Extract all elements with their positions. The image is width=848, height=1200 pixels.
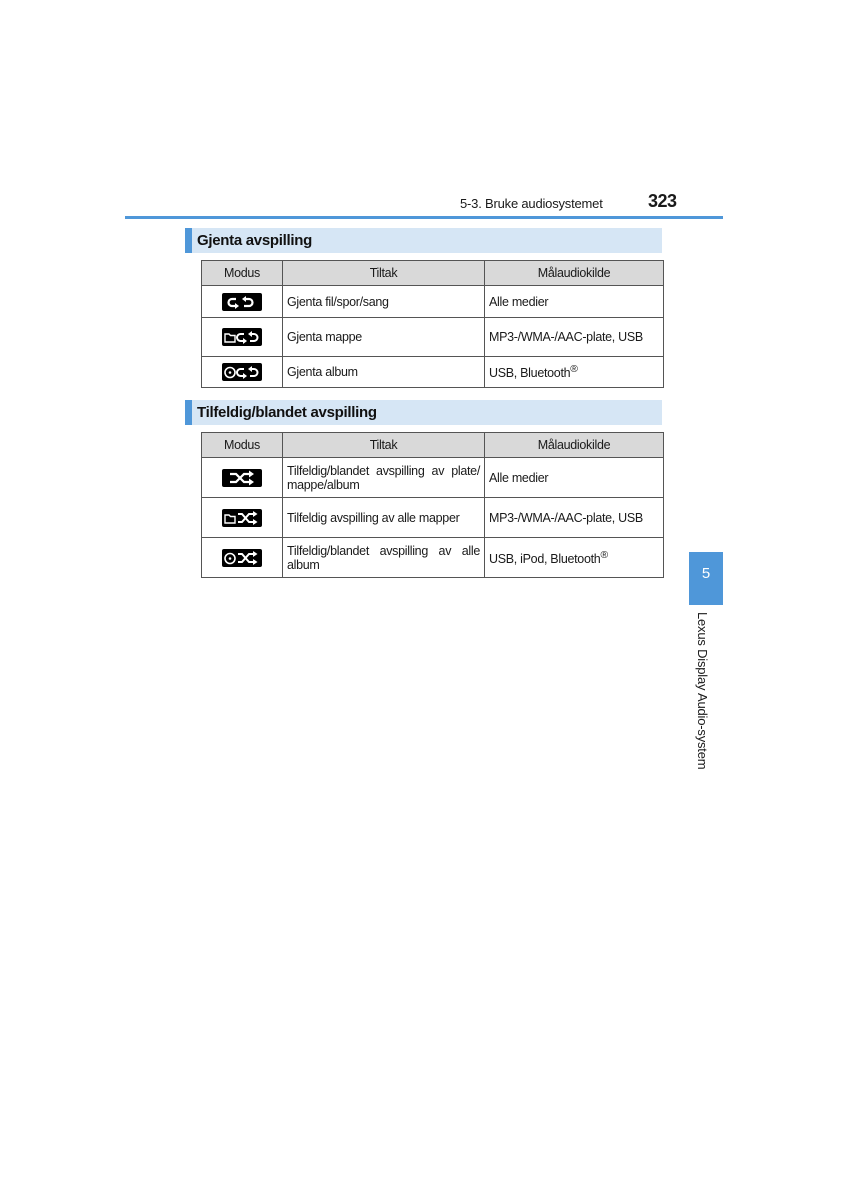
target-cell: MP3-/WMA-/AAC-plate, USB bbox=[485, 318, 664, 357]
disc-repeat-icon bbox=[222, 363, 262, 381]
table-row bbox=[202, 498, 664, 538]
mode-cell bbox=[202, 357, 283, 388]
folder-shuffle-icon bbox=[222, 509, 262, 527]
target-cell bbox=[485, 357, 664, 388]
table-row bbox=[202, 286, 664, 318]
action-cell: Gjenta album bbox=[283, 357, 485, 388]
target-text: USB, Bluetooth bbox=[489, 366, 571, 381]
target-cell bbox=[485, 538, 664, 578]
table-row bbox=[202, 458, 664, 498]
column-header-mode: Modus bbox=[202, 433, 283, 458]
disc-shuffle-icon bbox=[222, 549, 262, 567]
page-number: 323 bbox=[648, 191, 677, 211]
action-cell: Tilfeldig/blandet avspilling av plate/ mappe/album bbox=[283, 458, 485, 498]
table-header-row bbox=[202, 261, 664, 286]
shuffle-table bbox=[201, 432, 664, 578]
table-row bbox=[202, 538, 664, 578]
table-row bbox=[202, 318, 664, 357]
mode-cell bbox=[202, 318, 283, 357]
registered-mark: ® bbox=[570, 364, 578, 376]
chapter-tab: 5 bbox=[689, 552, 723, 605]
running-header-section: 5-3. Bruke audiosystemet bbox=[460, 196, 603, 211]
chapter-title: Lexus Display Audio-system bbox=[695, 612, 710, 770]
table-row bbox=[202, 357, 664, 388]
mode-cell bbox=[202, 538, 283, 578]
table-header-row bbox=[202, 433, 664, 458]
section-heading-repeat: Gjenta avspilling bbox=[185, 228, 662, 253]
mode-cell bbox=[202, 286, 283, 318]
header-rule bbox=[125, 216, 723, 219]
repeat-icon bbox=[222, 293, 262, 311]
action-cell: Gjenta fil/spor/sang bbox=[283, 286, 485, 318]
target-cell: MP3-/WMA-/AAC-plate, USB bbox=[485, 498, 664, 538]
repeat-table bbox=[201, 260, 664, 388]
column-header-target: Målaudiokilde bbox=[485, 261, 664, 286]
column-header-action: Tiltak bbox=[283, 261, 485, 286]
action-cell: Tilfeldig avspilling av alle mapper bbox=[283, 498, 485, 538]
column-header-mode: Modus bbox=[202, 261, 283, 286]
target-text: USB, iPod, Bluetooth bbox=[489, 552, 601, 567]
column-header-target: Målaudiokilde bbox=[485, 433, 664, 458]
folder-repeat-icon bbox=[222, 328, 262, 346]
shuffle-icon bbox=[222, 469, 262, 487]
action-cell: Gjenta mappe bbox=[283, 318, 485, 357]
action-cell: Tilfeldig/blandet avspilling av alle album bbox=[283, 538, 485, 578]
column-header-action: Tiltak bbox=[283, 433, 485, 458]
target-cell: Alle medier bbox=[485, 286, 664, 318]
target-cell: Alle medier bbox=[485, 458, 664, 498]
mode-cell bbox=[202, 498, 283, 538]
mode-cell bbox=[202, 458, 283, 498]
section-heading-shuffle: Tilfeldig/blandet avspilling bbox=[185, 400, 662, 425]
registered-mark: ® bbox=[600, 549, 608, 561]
